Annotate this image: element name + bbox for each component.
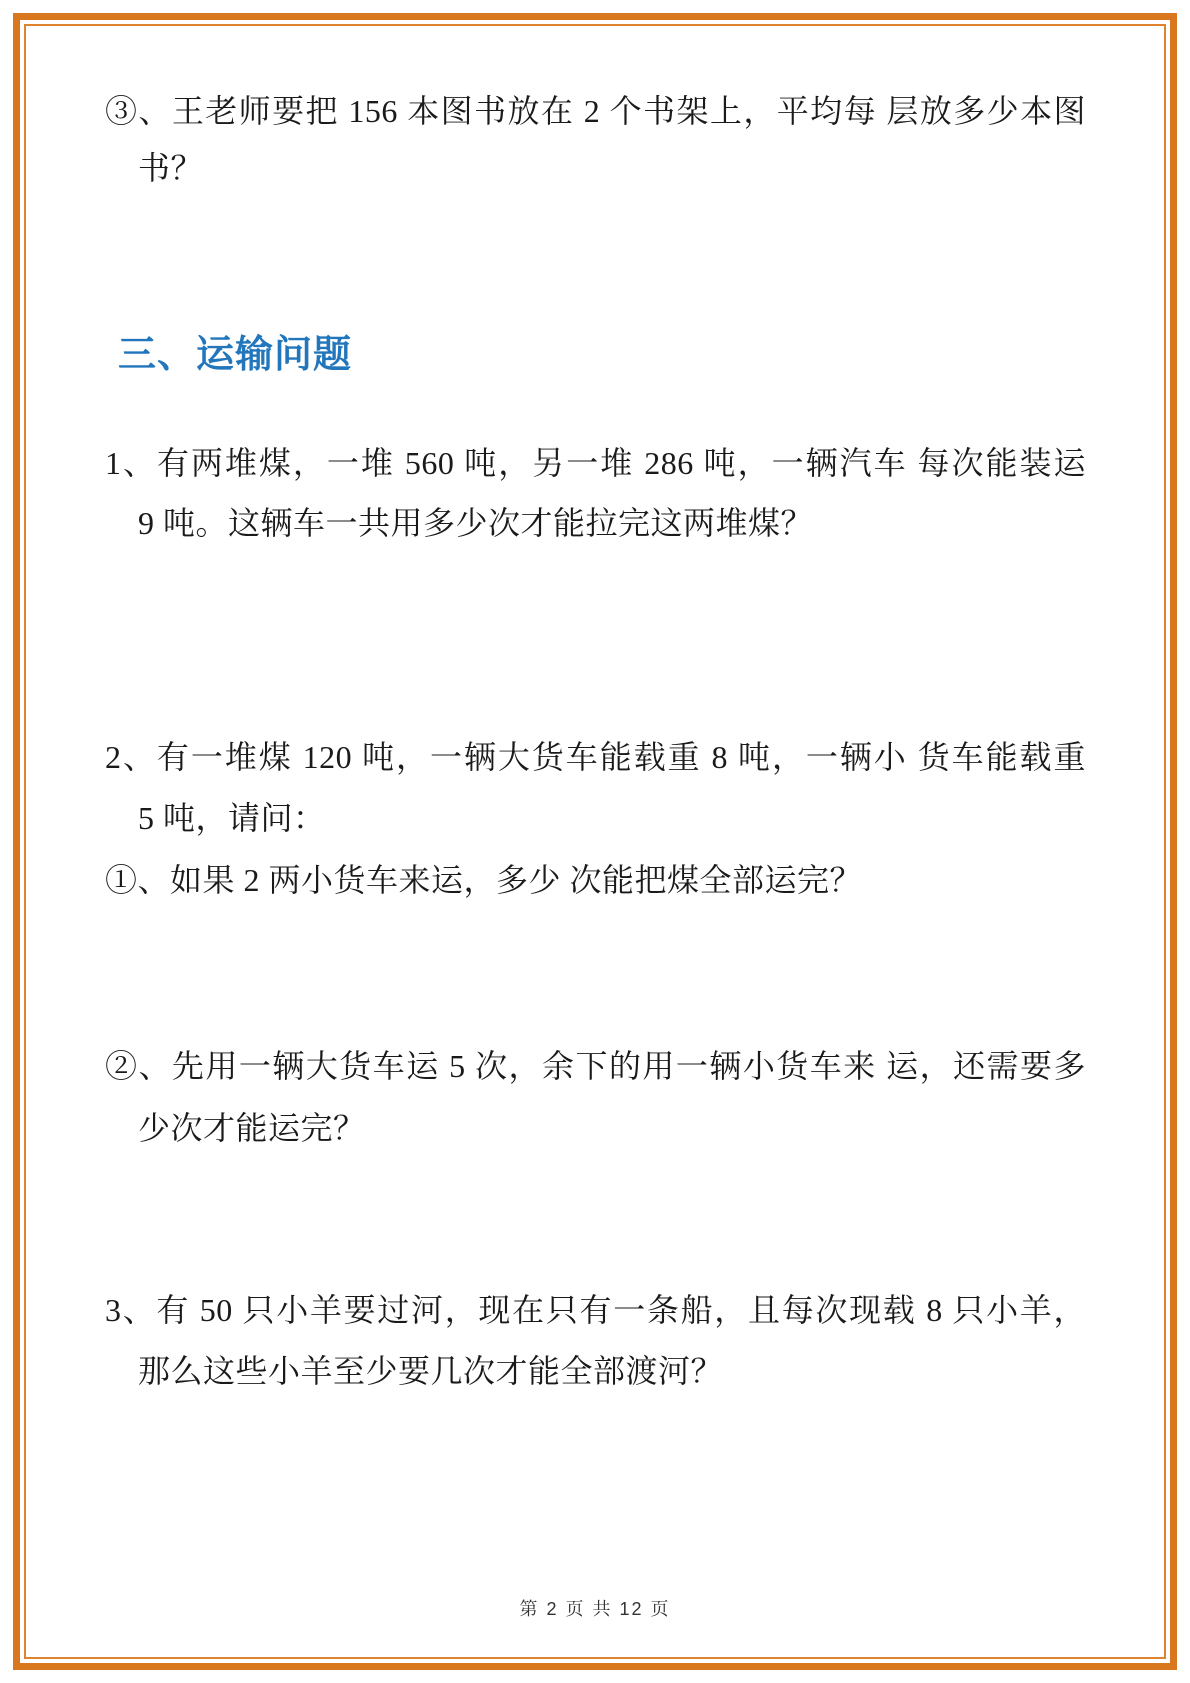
page-border-outer	[13, 13, 1177, 1670]
question-1-line1: 1、有两堆煤，一堆 560 吨，另一堆 286 吨，一辆汽车 每次能装运	[105, 445, 1086, 481]
question-2-sub1-line1: ①、如果 2 两小货车来运，多少 次能把煤全部运完？	[105, 862, 863, 898]
question-2-sub2-line2: 少次才能运完？	[138, 1110, 366, 1146]
page-border-inner	[24, 24, 1166, 1659]
section-heading: 三、运输问题	[118, 334, 353, 376]
question-3-line1: 3、有 50 只小羊要过河，现在只有一条船，且每次现载 8 只小羊，	[105, 1292, 1086, 1328]
question-2-line1: 2、有一堆煤 120 吨，一辆大货车能载重 8 吨，一辆小 货车能载重	[105, 739, 1086, 775]
question-book-line1: ③、王老师要把 156 本图书放在 2 个书架上，平均每 层放多少本图	[105, 93, 1086, 129]
question-book-line2: 书？	[138, 150, 204, 186]
question-3-line2: 那么这些小羊至少要几次才能全部渡河？	[138, 1353, 724, 1389]
question-2-line2: 5 吨，请问：	[138, 800, 326, 836]
page-number-footer: 第 2 页 共 12 页	[519, 1599, 671, 1619]
question-2-sub2-line1: ②、先用一辆大货车运 5 次，余下的用一辆小货车来 运，还需要多	[105, 1048, 1086, 1084]
question-1-line2: 9 吨。这辆车一共用多少次才能拉完这两堆煤？	[138, 505, 814, 541]
